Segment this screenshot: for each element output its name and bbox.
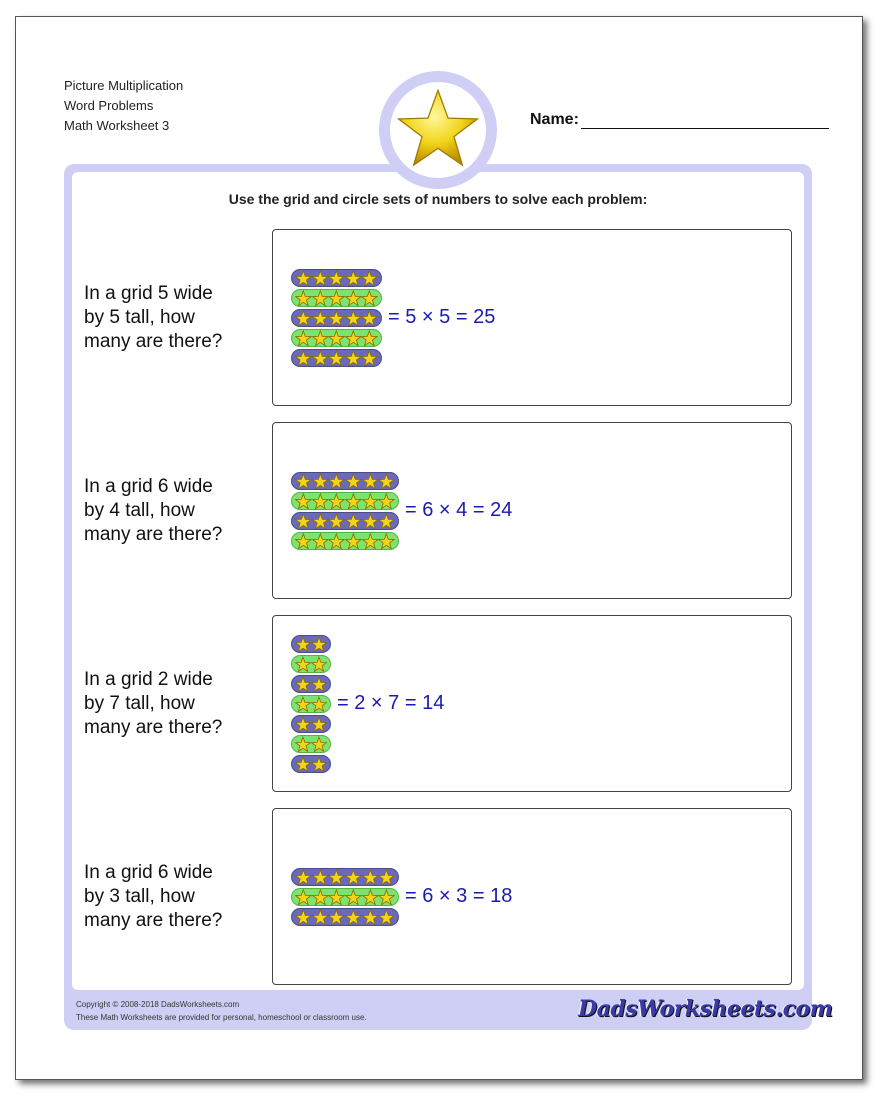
problem-4-answer-box[interactable]: [272, 808, 792, 985]
problem-line: by 5 tall, how: [84, 307, 195, 328]
star-icon: [312, 473, 329, 490]
star-icon: [396, 87, 480, 171]
problem-1-answer-box[interactable]: [272, 229, 792, 406]
star-icon: [311, 656, 327, 673]
star-icon: [362, 869, 379, 886]
star-icon: [295, 909, 312, 926]
star-icon: [295, 310, 312, 327]
star-icon: [295, 290, 312, 307]
star-icon: [312, 350, 329, 367]
star-icon: [362, 493, 379, 510]
grid-row: [291, 868, 399, 886]
star-icon: [312, 290, 329, 307]
dadsworksheets-logo[interactable]: DadsWorksheets.com: [578, 996, 833, 1022]
star-icon: [295, 869, 312, 886]
title-line: Picture Multiplication: [64, 78, 184, 93]
grid-row: [291, 329, 382, 347]
star-icon: [295, 330, 312, 347]
star-icon: [328, 473, 345, 490]
title-line: Word Problems: [64, 98, 154, 113]
star-icon: [328, 270, 345, 287]
problem-line: In a grid 6 wide: [84, 476, 213, 497]
star-icon: [362, 513, 379, 530]
star-icon: [328, 330, 345, 347]
problem-line: many are there?: [84, 910, 223, 931]
star-icon: [361, 330, 378, 347]
star-icon: [345, 270, 362, 287]
star-icon: [311, 716, 327, 733]
star-icon: [312, 310, 329, 327]
star-icon: [345, 330, 362, 347]
star-icon: [345, 310, 362, 327]
problem-4-text: [84, 861, 264, 933]
star-grid: [291, 269, 382, 369]
star-grid: [291, 635, 331, 775]
star-icon: [345, 909, 362, 926]
star-icon: [378, 473, 395, 490]
title-line: Math Worksheet 3: [64, 118, 170, 133]
star-icon: [311, 636, 327, 653]
star-icon: [361, 310, 378, 327]
star-icon: [312, 533, 329, 550]
instructions: Use the grid and circle sets of numbers to solve each problem:: [228, 191, 648, 207]
star-icon: [328, 533, 345, 550]
problem-3-answer-box[interactable]: [272, 615, 792, 792]
star-icon: [345, 533, 362, 550]
star-icon: [378, 493, 395, 510]
problem-2-equation: = 6 × 4 = 24: [405, 499, 513, 521]
problem-2-text: [84, 475, 264, 547]
star-icon: [328, 310, 345, 327]
grid-row: [291, 715, 331, 733]
grid-row: [291, 309, 382, 327]
grid-row: [291, 695, 331, 713]
star-icon: [361, 270, 378, 287]
star-icon: [312, 909, 329, 926]
problem-line: In a grid 5 wide: [84, 283, 213, 304]
grid-row: [291, 349, 382, 367]
star-icon: [378, 869, 395, 886]
star-icon: [295, 736, 311, 753]
star-icon: [345, 473, 362, 490]
usage-text: These Math Worksheets are provided for personal, homeschool or classroom use.: [76, 1013, 367, 1022]
star-icon: [312, 513, 329, 530]
star-icon: [295, 676, 311, 693]
problem-line: In a grid 2 wide: [84, 669, 213, 690]
star-icon: [312, 270, 329, 287]
problem-line: by 4 tall, how: [84, 500, 195, 521]
grid-row: [291, 635, 331, 653]
star-icon: [345, 350, 362, 367]
problem-line: In a grid 6 wide: [84, 862, 213, 883]
star-icon: [345, 513, 362, 530]
worksheet-title: [64, 76, 183, 136]
problem-1-equation: = 5 × 5 = 25: [388, 306, 496, 328]
grid-row: [291, 269, 382, 287]
problem-3-text: [84, 668, 264, 740]
star-icon: [295, 533, 312, 550]
name-line[interactable]: [581, 110, 829, 129]
problem-4-equation: = 6 × 3 = 18: [405, 885, 513, 907]
star-icon: [362, 889, 379, 906]
name-label: Name:: [530, 111, 579, 128]
star-icon: [295, 473, 312, 490]
problem-line: by 3 tall, how: [84, 886, 195, 907]
star-icon: [295, 696, 311, 713]
grid-row: [291, 532, 399, 550]
problem-line: by 7 tall, how: [84, 693, 195, 714]
star-icon: [378, 513, 395, 530]
star-icon: [311, 676, 327, 693]
star-icon: [311, 756, 327, 773]
star-icon: [328, 350, 345, 367]
star-grid: [291, 868, 399, 928]
problem-3-equation: = 2 × 7 = 14: [337, 692, 445, 714]
star-icon: [361, 350, 378, 367]
star-icon: [345, 493, 362, 510]
star-icon: [328, 290, 345, 307]
star-icon: [361, 290, 378, 307]
star-icon: [378, 533, 395, 550]
star-grid: [291, 472, 399, 552]
star-icon: [295, 716, 311, 733]
star-icon: [295, 889, 312, 906]
copyright-text: Copyright © 2008-2018 DadsWorksheets.com: [76, 1000, 240, 1009]
star-icon: [328, 869, 345, 886]
star-icon: [295, 656, 311, 673]
star-icon: [312, 330, 329, 347]
grid-row: [291, 755, 331, 773]
star-icon: [295, 350, 312, 367]
star-icon: [362, 909, 379, 926]
problem-line: many are there?: [84, 717, 223, 738]
problem-line: many are there?: [84, 524, 223, 545]
grid-row: [291, 735, 331, 753]
star-icon: [295, 270, 312, 287]
star-icon: [311, 696, 327, 713]
problem-1-text: [84, 282, 264, 354]
star-icon: [378, 909, 395, 926]
star-icon: [378, 889, 395, 906]
star-icon: [312, 869, 329, 886]
star-icon: [311, 736, 327, 753]
grid-row: [291, 675, 331, 693]
star-icon: [295, 636, 311, 653]
grid-row: [291, 655, 331, 673]
star-icon: [328, 889, 345, 906]
star-icon: [295, 493, 312, 510]
star-icon: [362, 533, 379, 550]
grid-row: [291, 472, 399, 490]
grid-row: [291, 492, 399, 510]
star-icon: [362, 473, 379, 490]
star-icon: [312, 493, 329, 510]
star-icon: [345, 869, 362, 886]
star-icon: [328, 909, 345, 926]
problem-2-answer-box[interactable]: [272, 422, 792, 599]
grid-row: [291, 289, 382, 307]
star-icon: [312, 889, 329, 906]
star-icon: [345, 889, 362, 906]
star-badge: [379, 71, 497, 189]
problem-line: many are there?: [84, 331, 223, 352]
footer-text: [76, 998, 367, 1024]
grid-row: [291, 512, 399, 530]
star-icon: [295, 756, 311, 773]
grid-row: [291, 888, 399, 906]
star-icon: [345, 290, 362, 307]
star-icon: [328, 493, 345, 510]
grid-row: [291, 908, 399, 926]
name-field[interactable]: [530, 110, 829, 129]
star-icon: [328, 513, 345, 530]
star-icon: [295, 513, 312, 530]
